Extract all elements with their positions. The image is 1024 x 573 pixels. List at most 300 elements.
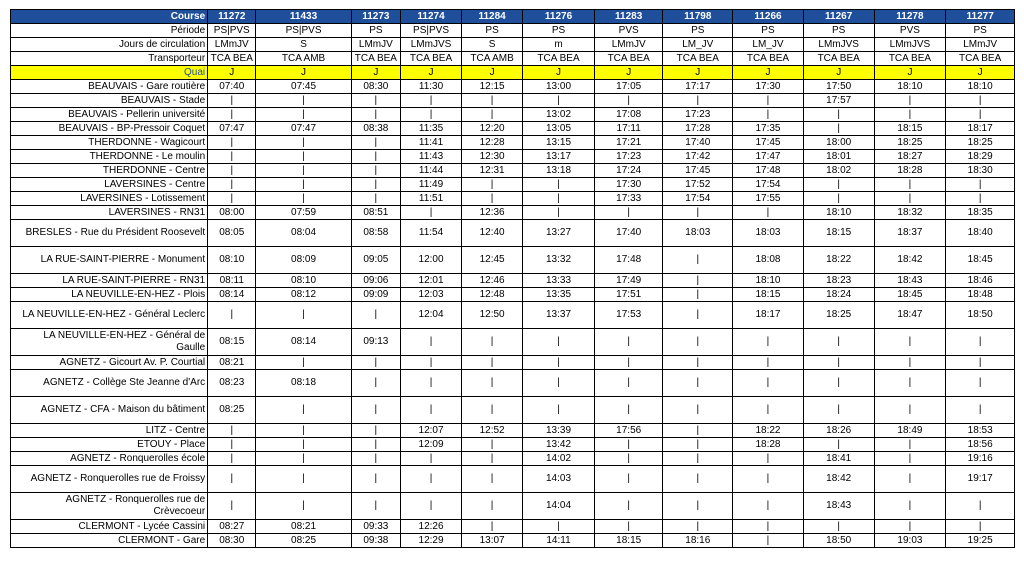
time-cell: | xyxy=(594,356,663,370)
time-cell: | xyxy=(401,397,462,424)
time-cell: | xyxy=(523,192,595,206)
stop-name: AGNETZ - Collège Ste Jeanne d'Arc xyxy=(11,370,208,397)
stop-row xyxy=(11,164,1015,178)
time-cell: 18:40 xyxy=(946,220,1015,247)
time-cell: 12:03 xyxy=(401,288,462,302)
jours-circulation-cell: LMmJV xyxy=(351,38,400,52)
periode-cell: PVS xyxy=(874,24,946,38)
time-cell: 18:10 xyxy=(803,206,874,220)
time-cell: | xyxy=(874,438,946,452)
time-cell: | xyxy=(256,302,351,329)
time-cell: 17:48 xyxy=(594,247,663,274)
time-cell: 17:17 xyxy=(663,80,733,94)
stop-row xyxy=(11,356,1015,370)
quai-cell: J xyxy=(946,66,1015,80)
time-cell: | xyxy=(351,108,400,122)
time-cell: 12:01 xyxy=(401,274,462,288)
time-cell: 09:05 xyxy=(351,247,400,274)
time-cell: 12:20 xyxy=(462,122,523,136)
stop-name: LA RUE-SAINT-PIERRE - RN31 xyxy=(11,274,208,288)
time-cell: 17:42 xyxy=(663,150,733,164)
time-cell: | xyxy=(803,397,874,424)
time-cell: | xyxy=(733,329,804,356)
time-cell: 11:41 xyxy=(401,136,462,150)
time-cell: | xyxy=(663,438,733,452)
time-cell: | xyxy=(874,452,946,466)
time-cell: | xyxy=(462,329,523,356)
periode-cell: PS xyxy=(946,24,1015,38)
time-cell: 17:21 xyxy=(594,136,663,150)
transporteur-cell: TCA BEA xyxy=(874,52,946,66)
stop-name: THERDONNE - Le moulin xyxy=(11,150,208,164)
transporteur-cell: TCA BEA xyxy=(594,52,663,66)
time-cell: 09:38 xyxy=(351,534,400,548)
time-cell: | xyxy=(946,94,1015,108)
jours-circulation-cell: S xyxy=(462,38,523,52)
time-cell: 18:25 xyxy=(946,136,1015,150)
time-cell: 12:30 xyxy=(462,150,523,164)
time-cell: 12:48 xyxy=(462,288,523,302)
time-cell: | xyxy=(523,329,595,356)
time-cell: 18:25 xyxy=(803,302,874,329)
stop-row xyxy=(11,247,1015,274)
time-cell: 12:50 xyxy=(462,302,523,329)
time-cell: | xyxy=(523,206,595,220)
time-cell: | xyxy=(594,520,663,534)
jours-circulation-label: Jours de circulation xyxy=(11,38,208,52)
stop-name: ETOUY - Place xyxy=(11,438,208,452)
time-cell: | xyxy=(663,94,733,108)
jours-circulation-cell: LM_JV xyxy=(663,38,733,52)
time-cell: | xyxy=(594,466,663,493)
time-cell: | xyxy=(946,192,1015,206)
stop-row xyxy=(11,122,1015,136)
time-cell: | xyxy=(594,452,663,466)
time-cell: | xyxy=(351,192,400,206)
course-number: 11267 xyxy=(803,10,874,24)
quai-cell: J xyxy=(351,66,400,80)
stop-name: LAVERSINES - RN31 xyxy=(11,206,208,220)
time-cell: 17:52 xyxy=(663,178,733,192)
time-cell: 09:06 xyxy=(351,274,400,288)
time-cell: 18:00 xyxy=(803,136,874,150)
periode-cell: PS xyxy=(663,24,733,38)
time-cell: 17:35 xyxy=(733,122,804,136)
time-cell: | xyxy=(208,452,256,466)
time-cell: 18:25 xyxy=(874,136,946,150)
time-cell: | xyxy=(663,329,733,356)
time-cell: | xyxy=(256,438,351,452)
time-cell: | xyxy=(351,356,400,370)
course-number: 11433 xyxy=(256,10,351,24)
time-cell: 08:58 xyxy=(351,220,400,247)
time-cell: | xyxy=(256,108,351,122)
time-cell: | xyxy=(462,94,523,108)
time-cell: 18:16 xyxy=(663,534,733,548)
time-cell: 08:23 xyxy=(208,370,256,397)
time-cell: | xyxy=(401,329,462,356)
time-cell: 12:52 xyxy=(462,424,523,438)
time-cell: 17:23 xyxy=(594,150,663,164)
time-cell: 08:21 xyxy=(256,520,351,534)
time-cell: | xyxy=(733,466,804,493)
time-cell: | xyxy=(874,356,946,370)
stop-row xyxy=(11,288,1015,302)
time-cell: 09:09 xyxy=(351,288,400,302)
time-cell: | xyxy=(208,136,256,150)
time-cell: | xyxy=(462,108,523,122)
time-cell: 07:40 xyxy=(208,80,256,94)
jours-circulation-cell: LM_JV xyxy=(733,38,804,52)
time-cell: | xyxy=(462,356,523,370)
time-cell: 13:33 xyxy=(523,274,595,288)
time-cell: 17:11 xyxy=(594,122,663,136)
stop-name: CLERMONT - Lycée Cassini xyxy=(11,520,208,534)
time-cell: | xyxy=(523,370,595,397)
time-cell: 08:38 xyxy=(351,122,400,136)
time-cell: | xyxy=(874,108,946,122)
time-cell: 17:50 xyxy=(803,80,874,94)
time-cell: | xyxy=(874,329,946,356)
time-cell: 12:36 xyxy=(462,206,523,220)
time-cell: 08:25 xyxy=(208,397,256,424)
time-cell: 18:03 xyxy=(733,220,804,247)
time-cell: | xyxy=(256,424,351,438)
stop-name: LA NEUVILLE-EN-HEZ - Général de Gaulle xyxy=(11,329,208,356)
time-cell: | xyxy=(256,150,351,164)
quai-row xyxy=(11,66,1015,80)
course-number: 11283 xyxy=(594,10,663,24)
timetable xyxy=(10,9,1015,548)
time-cell: 12:45 xyxy=(462,247,523,274)
time-cell: 11:43 xyxy=(401,150,462,164)
time-cell: 08:09 xyxy=(256,247,351,274)
time-cell: 18:23 xyxy=(803,274,874,288)
quai-cell: J xyxy=(462,66,523,80)
stop-row xyxy=(11,94,1015,108)
stop-row xyxy=(11,274,1015,288)
time-cell: 18:15 xyxy=(594,534,663,548)
time-cell: 18:22 xyxy=(803,247,874,274)
quai-cell: J xyxy=(256,66,351,80)
time-cell: | xyxy=(733,397,804,424)
time-cell: | xyxy=(351,164,400,178)
time-cell: 18:35 xyxy=(946,206,1015,220)
time-cell: | xyxy=(256,192,351,206)
course-number: 11272 xyxy=(208,10,256,24)
time-cell: 18:41 xyxy=(803,452,874,466)
time-cell: 18:17 xyxy=(733,302,804,329)
time-cell: | xyxy=(733,356,804,370)
time-cell: 18:22 xyxy=(733,424,804,438)
time-cell: 08:18 xyxy=(256,370,351,397)
time-cell: | xyxy=(733,520,804,534)
jours-circulation-row xyxy=(11,38,1015,52)
time-cell: | xyxy=(946,370,1015,397)
time-cell: | xyxy=(351,370,400,397)
time-cell: | xyxy=(462,178,523,192)
time-cell: 17:08 xyxy=(594,108,663,122)
time-cell: | xyxy=(663,370,733,397)
transporteur-cell: TCA BEA xyxy=(523,52,595,66)
time-cell: | xyxy=(208,466,256,493)
time-cell: 11:35 xyxy=(401,122,462,136)
time-cell: 18:15 xyxy=(803,220,874,247)
stop-name: LA RUE-SAINT-PIERRE - Monument xyxy=(11,247,208,274)
jours-circulation-cell: LMmJV xyxy=(594,38,663,52)
time-cell: 17:33 xyxy=(594,192,663,206)
time-cell: | xyxy=(256,397,351,424)
time-cell: | xyxy=(256,452,351,466)
time-cell: 18:28 xyxy=(874,164,946,178)
stop-name: AGNETZ - Gicourt Av. P. Courtial xyxy=(11,356,208,370)
time-cell: | xyxy=(663,466,733,493)
transporteur-cell: TCA BEA xyxy=(351,52,400,66)
time-cell: 08:51 xyxy=(351,206,400,220)
time-cell: 13:15 xyxy=(523,136,595,150)
time-cell: 18:47 xyxy=(874,302,946,329)
time-cell: 08:04 xyxy=(256,220,351,247)
time-cell: | xyxy=(663,356,733,370)
time-cell: 18:08 xyxy=(733,247,804,274)
time-cell: 17:45 xyxy=(663,164,733,178)
time-cell: | xyxy=(256,178,351,192)
time-cell: | xyxy=(874,178,946,192)
time-cell: | xyxy=(401,452,462,466)
timetable-body xyxy=(11,10,1015,548)
time-cell: 12:15 xyxy=(462,80,523,94)
time-cell: 13:35 xyxy=(523,288,595,302)
course-label: Course xyxy=(11,10,208,24)
jours-circulation-cell: LMmJVS xyxy=(874,38,946,52)
time-cell: | xyxy=(803,178,874,192)
stop-row xyxy=(11,520,1015,534)
stop-row xyxy=(11,108,1015,122)
stop-row xyxy=(11,397,1015,424)
time-cell: | xyxy=(256,493,351,520)
time-cell: | xyxy=(523,178,595,192)
time-cell: | xyxy=(874,94,946,108)
time-cell: 12:29 xyxy=(401,534,462,548)
time-cell: | xyxy=(663,493,733,520)
stop-row xyxy=(11,192,1015,206)
time-cell: | xyxy=(803,520,874,534)
periode-label: Période xyxy=(11,24,208,38)
time-cell: | xyxy=(462,520,523,534)
time-cell: | xyxy=(594,206,663,220)
time-cell: 14:02 xyxy=(523,452,595,466)
time-cell: 18:42 xyxy=(803,466,874,493)
time-cell: | xyxy=(208,424,256,438)
stop-name: BEAUVAIS - Stade xyxy=(11,94,208,108)
time-cell: 11:49 xyxy=(401,178,462,192)
time-cell: | xyxy=(208,94,256,108)
time-cell: 12:26 xyxy=(401,520,462,534)
time-cell: | xyxy=(208,150,256,164)
periode-cell: PS xyxy=(803,24,874,38)
time-cell: 17:56 xyxy=(594,424,663,438)
time-cell: 18:53 xyxy=(946,424,1015,438)
time-cell: 18:15 xyxy=(874,122,946,136)
time-cell: 18:10 xyxy=(874,80,946,94)
time-cell: 18:49 xyxy=(874,424,946,438)
time-cell: | xyxy=(462,452,523,466)
time-cell: 18:48 xyxy=(946,288,1015,302)
time-cell: | xyxy=(663,520,733,534)
time-cell: | xyxy=(351,424,400,438)
time-cell: | xyxy=(946,178,1015,192)
course-number: 11798 xyxy=(663,10,733,24)
stop-name: AGNETZ - Ronquerolles rue de Crèvecoeur xyxy=(11,493,208,520)
course-number: 11274 xyxy=(401,10,462,24)
time-cell: 12:07 xyxy=(401,424,462,438)
stop-row xyxy=(11,302,1015,329)
transporteur-cell: TCA BEA xyxy=(946,52,1015,66)
stop-name: BEAUVAIS - BP-Pressoir Coquet xyxy=(11,122,208,136)
time-cell: 18:32 xyxy=(874,206,946,220)
course-header-row xyxy=(11,10,1015,24)
transporteur-cell: TCA BEA xyxy=(401,52,462,66)
time-cell: | xyxy=(733,206,804,220)
time-cell: | xyxy=(733,493,804,520)
time-cell: 12:00 xyxy=(401,247,462,274)
time-cell: | xyxy=(462,192,523,206)
time-cell: 17:54 xyxy=(663,192,733,206)
stop-row xyxy=(11,493,1015,520)
time-cell: 18:45 xyxy=(946,247,1015,274)
time-cell: | xyxy=(874,466,946,493)
time-cell: | xyxy=(462,438,523,452)
stop-name: LAVERSINES - Lotissement xyxy=(11,192,208,206)
jours-circulation-cell: LMmJVS xyxy=(401,38,462,52)
time-cell: | xyxy=(733,534,804,548)
time-cell: | xyxy=(256,164,351,178)
time-cell: 13:17 xyxy=(523,150,595,164)
time-cell: 13:02 xyxy=(523,108,595,122)
course-number: 11278 xyxy=(874,10,946,24)
stop-row xyxy=(11,80,1015,94)
time-cell: | xyxy=(401,493,462,520)
time-cell: | xyxy=(351,178,400,192)
time-cell: 18:45 xyxy=(874,288,946,302)
transporteur-row xyxy=(11,52,1015,66)
time-cell: 18:43 xyxy=(803,493,874,520)
time-cell: | xyxy=(256,466,351,493)
time-cell: | xyxy=(663,247,733,274)
time-cell: 18:42 xyxy=(874,247,946,274)
periode-cell: PS|PVS xyxy=(401,24,462,38)
time-cell: | xyxy=(351,136,400,150)
time-cell: 18:10 xyxy=(733,274,804,288)
time-cell: 13:42 xyxy=(523,438,595,452)
time-cell: 17:53 xyxy=(594,302,663,329)
time-cell: 12:31 xyxy=(462,164,523,178)
time-cell: 13:00 xyxy=(523,80,595,94)
time-cell: | xyxy=(351,94,400,108)
time-cell: | xyxy=(803,192,874,206)
stop-row xyxy=(11,370,1015,397)
time-cell: 17:54 xyxy=(733,178,804,192)
time-cell: 18:01 xyxy=(803,150,874,164)
time-cell: | xyxy=(462,466,523,493)
time-cell: 09:33 xyxy=(351,520,400,534)
time-cell: | xyxy=(401,206,462,220)
stop-name: BEAUVAIS - Pellerin université xyxy=(11,108,208,122)
stop-row xyxy=(11,438,1015,452)
time-cell: | xyxy=(351,150,400,164)
stop-row xyxy=(11,329,1015,356)
periode-cell: PVS xyxy=(594,24,663,38)
time-cell: 13:32 xyxy=(523,247,595,274)
quai-cell: J xyxy=(663,66,733,80)
time-cell: 07:47 xyxy=(208,122,256,136)
time-cell: | xyxy=(401,466,462,493)
time-cell: 17:23 xyxy=(663,108,733,122)
stop-row xyxy=(11,220,1015,247)
transporteur-cell: TCA BEA xyxy=(208,52,256,66)
quai-cell: J xyxy=(401,66,462,80)
time-cell: 08:25 xyxy=(256,534,351,548)
time-cell: 18:29 xyxy=(946,150,1015,164)
time-cell: | xyxy=(351,493,400,520)
time-cell: | xyxy=(874,397,946,424)
periode-cell: PS xyxy=(733,24,804,38)
time-cell: 08:21 xyxy=(208,356,256,370)
time-cell: 11:51 xyxy=(401,192,462,206)
time-cell: 17:30 xyxy=(733,80,804,94)
time-cell: | xyxy=(663,274,733,288)
time-cell: | xyxy=(462,397,523,424)
time-cell: 14:04 xyxy=(523,493,595,520)
time-cell: 08:00 xyxy=(208,206,256,220)
stop-row xyxy=(11,136,1015,150)
time-cell: | xyxy=(663,424,733,438)
time-cell: 18:15 xyxy=(733,288,804,302)
time-cell: | xyxy=(256,94,351,108)
time-cell: 13:18 xyxy=(523,164,595,178)
quai-label: Quai xyxy=(11,66,208,80)
time-cell: | xyxy=(256,356,351,370)
time-cell: | xyxy=(803,108,874,122)
time-cell: 08:10 xyxy=(208,247,256,274)
transporteur-cell: TCA AMB xyxy=(256,52,351,66)
stop-name: AGNETZ - Ronquerolles école xyxy=(11,452,208,466)
time-cell: | xyxy=(733,108,804,122)
course-number: 11273 xyxy=(351,10,400,24)
time-cell: | xyxy=(351,466,400,493)
time-cell: 11:30 xyxy=(401,80,462,94)
time-cell: 17:24 xyxy=(594,164,663,178)
time-cell: 07:47 xyxy=(256,122,351,136)
stop-name: LA NEUVILLE-EN-HEZ - Plois xyxy=(11,288,208,302)
time-cell: | xyxy=(351,397,400,424)
stop-row xyxy=(11,178,1015,192)
time-cell: | xyxy=(946,493,1015,520)
time-cell: | xyxy=(733,94,804,108)
stop-row xyxy=(11,424,1015,438)
jours-circulation-cell: m xyxy=(523,38,595,52)
time-cell: | xyxy=(733,370,804,397)
transporteur-cell: TCA BEA xyxy=(733,52,804,66)
stop-name: BRESLES - Rue du Président Roosevelt xyxy=(11,220,208,247)
time-cell: | xyxy=(401,94,462,108)
time-cell: | xyxy=(256,136,351,150)
time-cell: | xyxy=(803,370,874,397)
time-cell: 08:30 xyxy=(208,534,256,548)
time-cell: 17:51 xyxy=(594,288,663,302)
time-cell: | xyxy=(874,370,946,397)
periode-cell: PS xyxy=(462,24,523,38)
